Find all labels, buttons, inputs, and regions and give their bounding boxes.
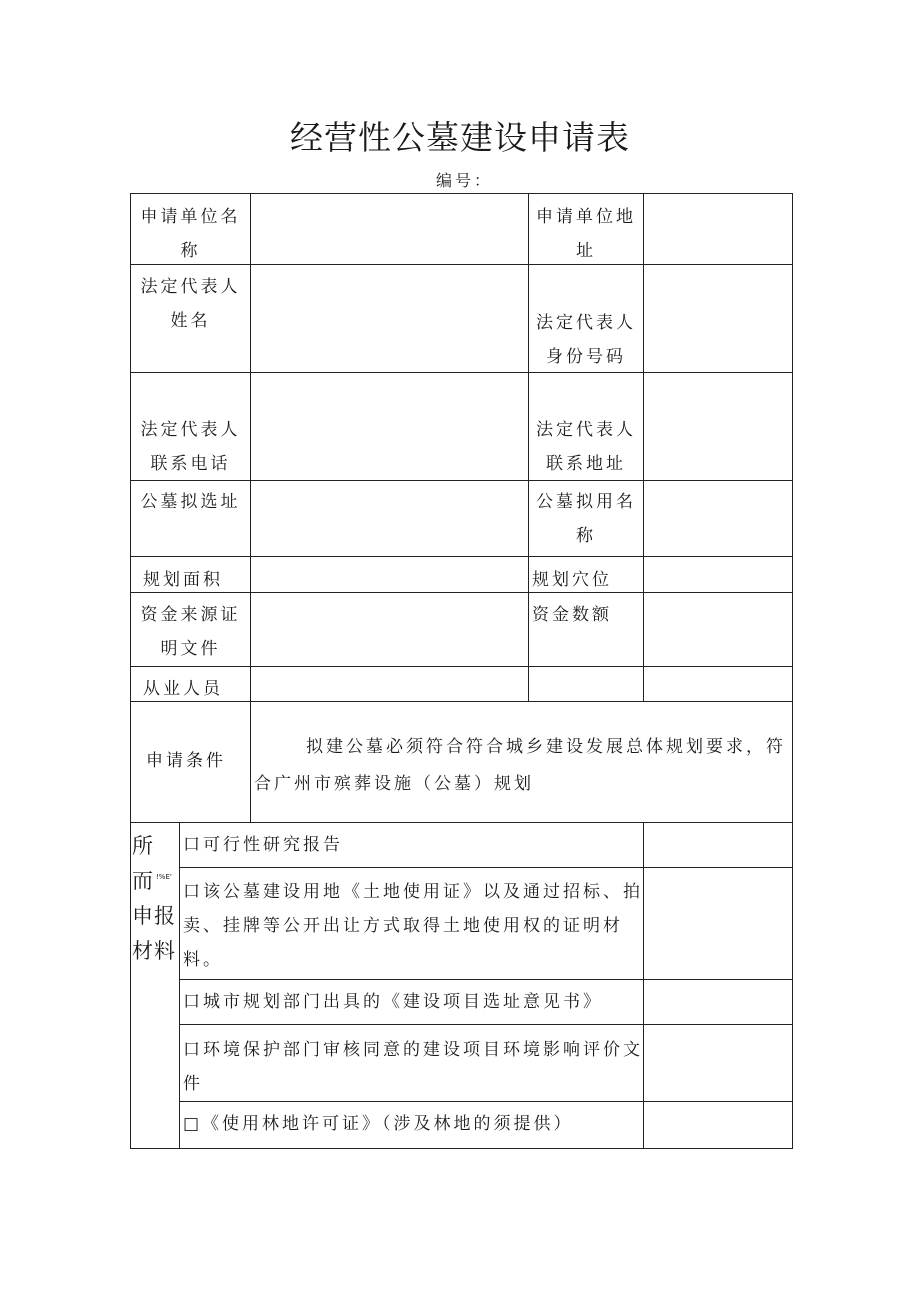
materials-label-line1: 所 [132,834,154,858]
conditions-text-line1: 拟建公墓必须符合符合城乡建设发展总体规划要求，符 [306,737,786,757]
page-title: 经营性公墓建设申请表 [290,118,630,157]
applicant-name-label: 申请单位名 称 [140,207,241,261]
staff-label: 从业人员 [143,679,223,699]
conditions-label: 申请条件 [146,751,226,771]
fund-source-label: 资金来源证 明文件 [140,605,241,659]
planned-plots-label: 规划穴位 [532,570,612,590]
material-item-feasibility: 口可行性研究报告 [183,835,343,855]
proposed-name-label: 公墓拟用名 称 [536,492,636,546]
legal-rep-id-label: 法定代表人 身份号码 [536,313,636,367]
conditions-text-line2: 合广州市殡葬设施（公墓）规划 [254,774,534,794]
materials-label-line3: 申报 [132,904,176,928]
material-item-land-certificate: 口该公墓建设用地《土地使用证》以及通过招标、拍 卖、挂牌等公开出让方式取得土地使用权的证明材 料。 [183,882,643,970]
material-item-environment: 口环境保护部门审核同意的建设项目环境影响评价文 件 [183,1040,643,1094]
proposed-site-label: 公墓拟选址 [140,492,241,512]
materials-label-small: !%E' [156,873,172,881]
legal-rep-name-label: 法定代表人 姓名 [140,277,241,331]
legal-rep-phone-label: 法定代表人 联系电话 [140,420,241,474]
serial-number-label: 编号： [436,171,494,190]
fund-amount-label: 资金数额 [532,605,612,625]
legal-rep-address-label: 法定代表人 联系地址 [536,420,636,474]
planned-area-label: 规划面积 [143,570,223,590]
material-item-site-opinion: 口城市规划部门出具的《建设项目选址意见书》 [183,992,603,1012]
materials-label-line2: 而 [132,869,154,893]
applicant-address-label: 申请单位地 址 [536,207,636,261]
materials-label-line4: 材料 [132,939,176,963]
material-item-forest-permit: □《使用林地许可证》（涉及林地的须提供） [183,1114,574,1134]
